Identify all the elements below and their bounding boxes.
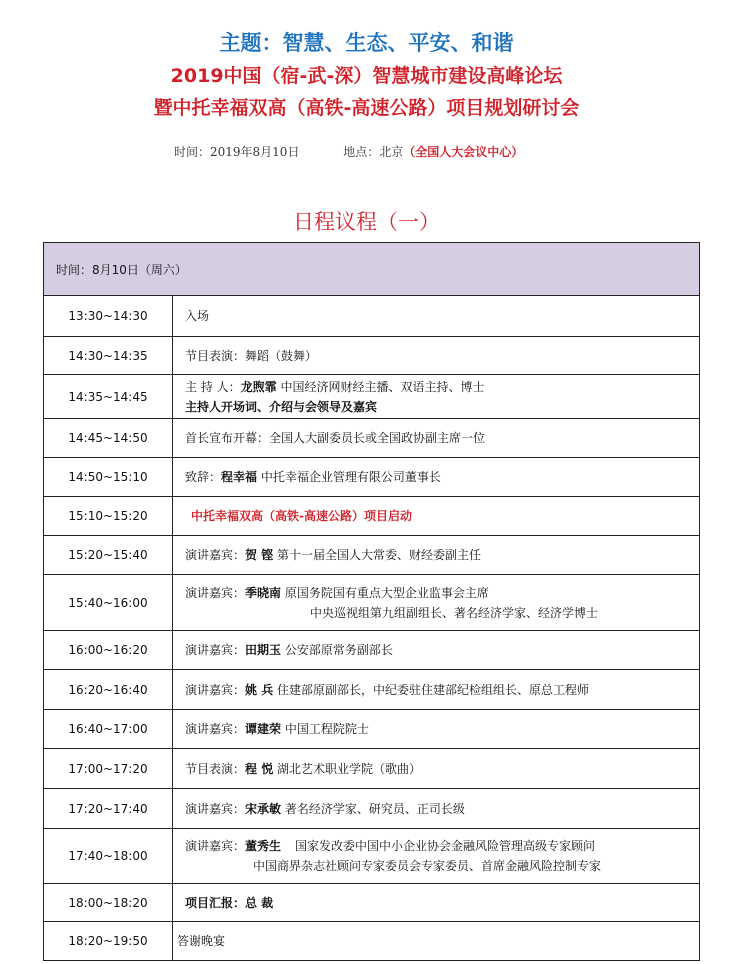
table-row bbox=[44, 710, 699, 749]
forum-title: 2019中国（宿-武-深）智慧城市建设高峰论坛 bbox=[170, 65, 563, 87]
time-cell: 15:10~15:20 bbox=[44, 497, 173, 535]
event-venue: （全国人大会议中心） bbox=[403, 145, 524, 159]
table-row bbox=[44, 536, 699, 575]
table-row bbox=[44, 670, 699, 710]
content-cell bbox=[173, 922, 699, 960]
time-cell: 18:00~18:20 bbox=[44, 884, 173, 921]
content-cell bbox=[173, 497, 699, 535]
item-text: 公安部原常务副部长 bbox=[284, 643, 393, 657]
item-text: 节目表演：舞蹈（鼓舞） bbox=[185, 348, 318, 363]
content-cell bbox=[173, 375, 699, 418]
time-cell: 14:50~15:10 bbox=[44, 458, 173, 496]
item-prefix: 演讲嘉宾： bbox=[185, 585, 246, 600]
day-header: 时间：8月10日（周六） bbox=[44, 243, 699, 296]
speaker-name: 龙煦霏 bbox=[240, 379, 277, 394]
table-row bbox=[44, 749, 699, 789]
table-row bbox=[44, 497, 699, 536]
table-row bbox=[44, 337, 699, 375]
item-text: 住建部原副部长，中纪委驻住建部纪检组组长、原总工程师 bbox=[277, 682, 590, 697]
table-row bbox=[44, 575, 699, 631]
agenda-title: 日程议程（一） bbox=[293, 210, 440, 234]
content-cell bbox=[173, 670, 699, 709]
conference-title: 暨中托幸福双高（高铁-高速公路）项目规划研讨会 bbox=[153, 97, 580, 119]
time-cell: 16:40~17:00 bbox=[44, 710, 173, 748]
item-text-2: 中央巡视组第九组副组长、著名经济学家、经济学博士 bbox=[310, 605, 599, 620]
speaker-name: 田期玉 bbox=[245, 643, 282, 657]
item-prefix: 致辞： bbox=[185, 470, 222, 484]
table-row bbox=[44, 884, 699, 922]
content-cell bbox=[173, 789, 699, 828]
content-cell bbox=[173, 536, 699, 574]
table-row bbox=[44, 789, 699, 829]
time-cell: 16:00~16:20 bbox=[44, 631, 173, 669]
item-prefix: 演讲嘉宾： bbox=[185, 548, 246, 562]
content-cell bbox=[173, 829, 699, 883]
speaker-name: 董秀生 bbox=[245, 839, 282, 853]
table-row bbox=[44, 631, 699, 670]
item-text: 项目汇报：总 裁 bbox=[185, 895, 274, 910]
speaker-name: 季晓南 bbox=[245, 585, 282, 600]
content-cell bbox=[173, 631, 699, 669]
time-cell: 15:20~15:40 bbox=[44, 536, 173, 574]
time-cell: 18:20~19:50 bbox=[44, 922, 173, 960]
content-cell bbox=[173, 296, 699, 336]
item-text: 入场 bbox=[185, 309, 210, 323]
time-cell: 17:40~18:00 bbox=[44, 829, 173, 883]
time-cell: 14:35~14:45 bbox=[44, 375, 173, 418]
content-cell bbox=[173, 884, 699, 921]
event-meta bbox=[174, 143, 523, 160]
content-cell bbox=[173, 337, 699, 374]
table-row bbox=[44, 922, 699, 960]
time-cell: 15:40~16:00 bbox=[44, 575, 173, 630]
content-cell bbox=[173, 419, 699, 457]
content-cell bbox=[173, 710, 699, 748]
item-prefix: 节目表演： bbox=[185, 761, 246, 776]
table-row bbox=[44, 829, 699, 884]
time-cell: 17:20~17:40 bbox=[44, 789, 173, 828]
item-text: 湖北艺术职业学院（歌曲） bbox=[277, 761, 422, 776]
table-row bbox=[44, 375, 699, 419]
item-text: 国家发改委中国中小企业协会金融风险管理高级专家顾问 bbox=[295, 839, 596, 853]
item-prefix: 演讲嘉宾： bbox=[185, 839, 246, 853]
event-place: 地点：北京 bbox=[343, 145, 404, 159]
launch-item: 中托幸福双高（高铁-高速公路）项目启动 bbox=[191, 509, 412, 523]
time-cell: 17:00~17:20 bbox=[44, 749, 173, 788]
content-cell bbox=[173, 749, 699, 788]
time-cell: 13:30~14:30 bbox=[44, 296, 173, 336]
speaker-name: 谭建荣 bbox=[245, 722, 282, 736]
speaker-name: 姚 兵 bbox=[245, 682, 274, 697]
agenda-table bbox=[43, 242, 700, 961]
performer-name: 程 悦 bbox=[245, 761, 274, 776]
event-time: 时间：2019年8月10日 bbox=[174, 145, 300, 159]
theme-heading: 主题：智慧、生态、平安、和谐 bbox=[219, 31, 514, 55]
table-row bbox=[44, 419, 699, 458]
item-text: 首长宣布开幕：全国人大副委员长或全国政协副主席一位 bbox=[185, 431, 486, 445]
item-prefix: 主 持 人： bbox=[185, 379, 241, 394]
item-text-2: 主持人开场词、介绍与会领导及嘉宾 bbox=[185, 399, 378, 414]
speaker-name: 程幸福 bbox=[221, 470, 258, 484]
item-text: 答谢晚宴 bbox=[177, 934, 226, 948]
item-prefix: 演讲嘉宾： bbox=[185, 801, 246, 816]
content-cell bbox=[173, 575, 699, 630]
time-cell: 16:20~16:40 bbox=[44, 670, 173, 709]
time-cell: 14:45~14:50 bbox=[44, 419, 173, 457]
item-prefix: 演讲嘉宾： bbox=[185, 682, 246, 697]
item-text: 中国工程院院士 bbox=[284, 722, 369, 736]
table-row bbox=[44, 458, 699, 497]
item-prefix: 演讲嘉宾： bbox=[185, 722, 246, 736]
item-text: 中国经济网财经主播、双语主持、博士 bbox=[280, 379, 485, 394]
content-cell bbox=[173, 458, 699, 496]
speaker-name: 宋承敏 bbox=[245, 801, 282, 816]
item-text: 著名经济学家、研究员、正司长级 bbox=[284, 801, 465, 816]
item-prefix: 演讲嘉宾： bbox=[185, 643, 246, 657]
item-text: 原国务院国有重点大型企业监事会主席 bbox=[284, 585, 489, 600]
item-text-2: 中国商界杂志社顾问专家委员会专家委员、首席金融风险控制专家 bbox=[253, 859, 602, 873]
speaker-name: 贺 铿 bbox=[245, 548, 274, 562]
table-row bbox=[44, 296, 699, 337]
item-text: 第十一届全国人大常委、财经委副主任 bbox=[277, 548, 482, 562]
time-cell: 14:30~14:35 bbox=[44, 337, 173, 374]
item-text: 中托幸福企业管理有限公司董事长 bbox=[260, 470, 441, 484]
